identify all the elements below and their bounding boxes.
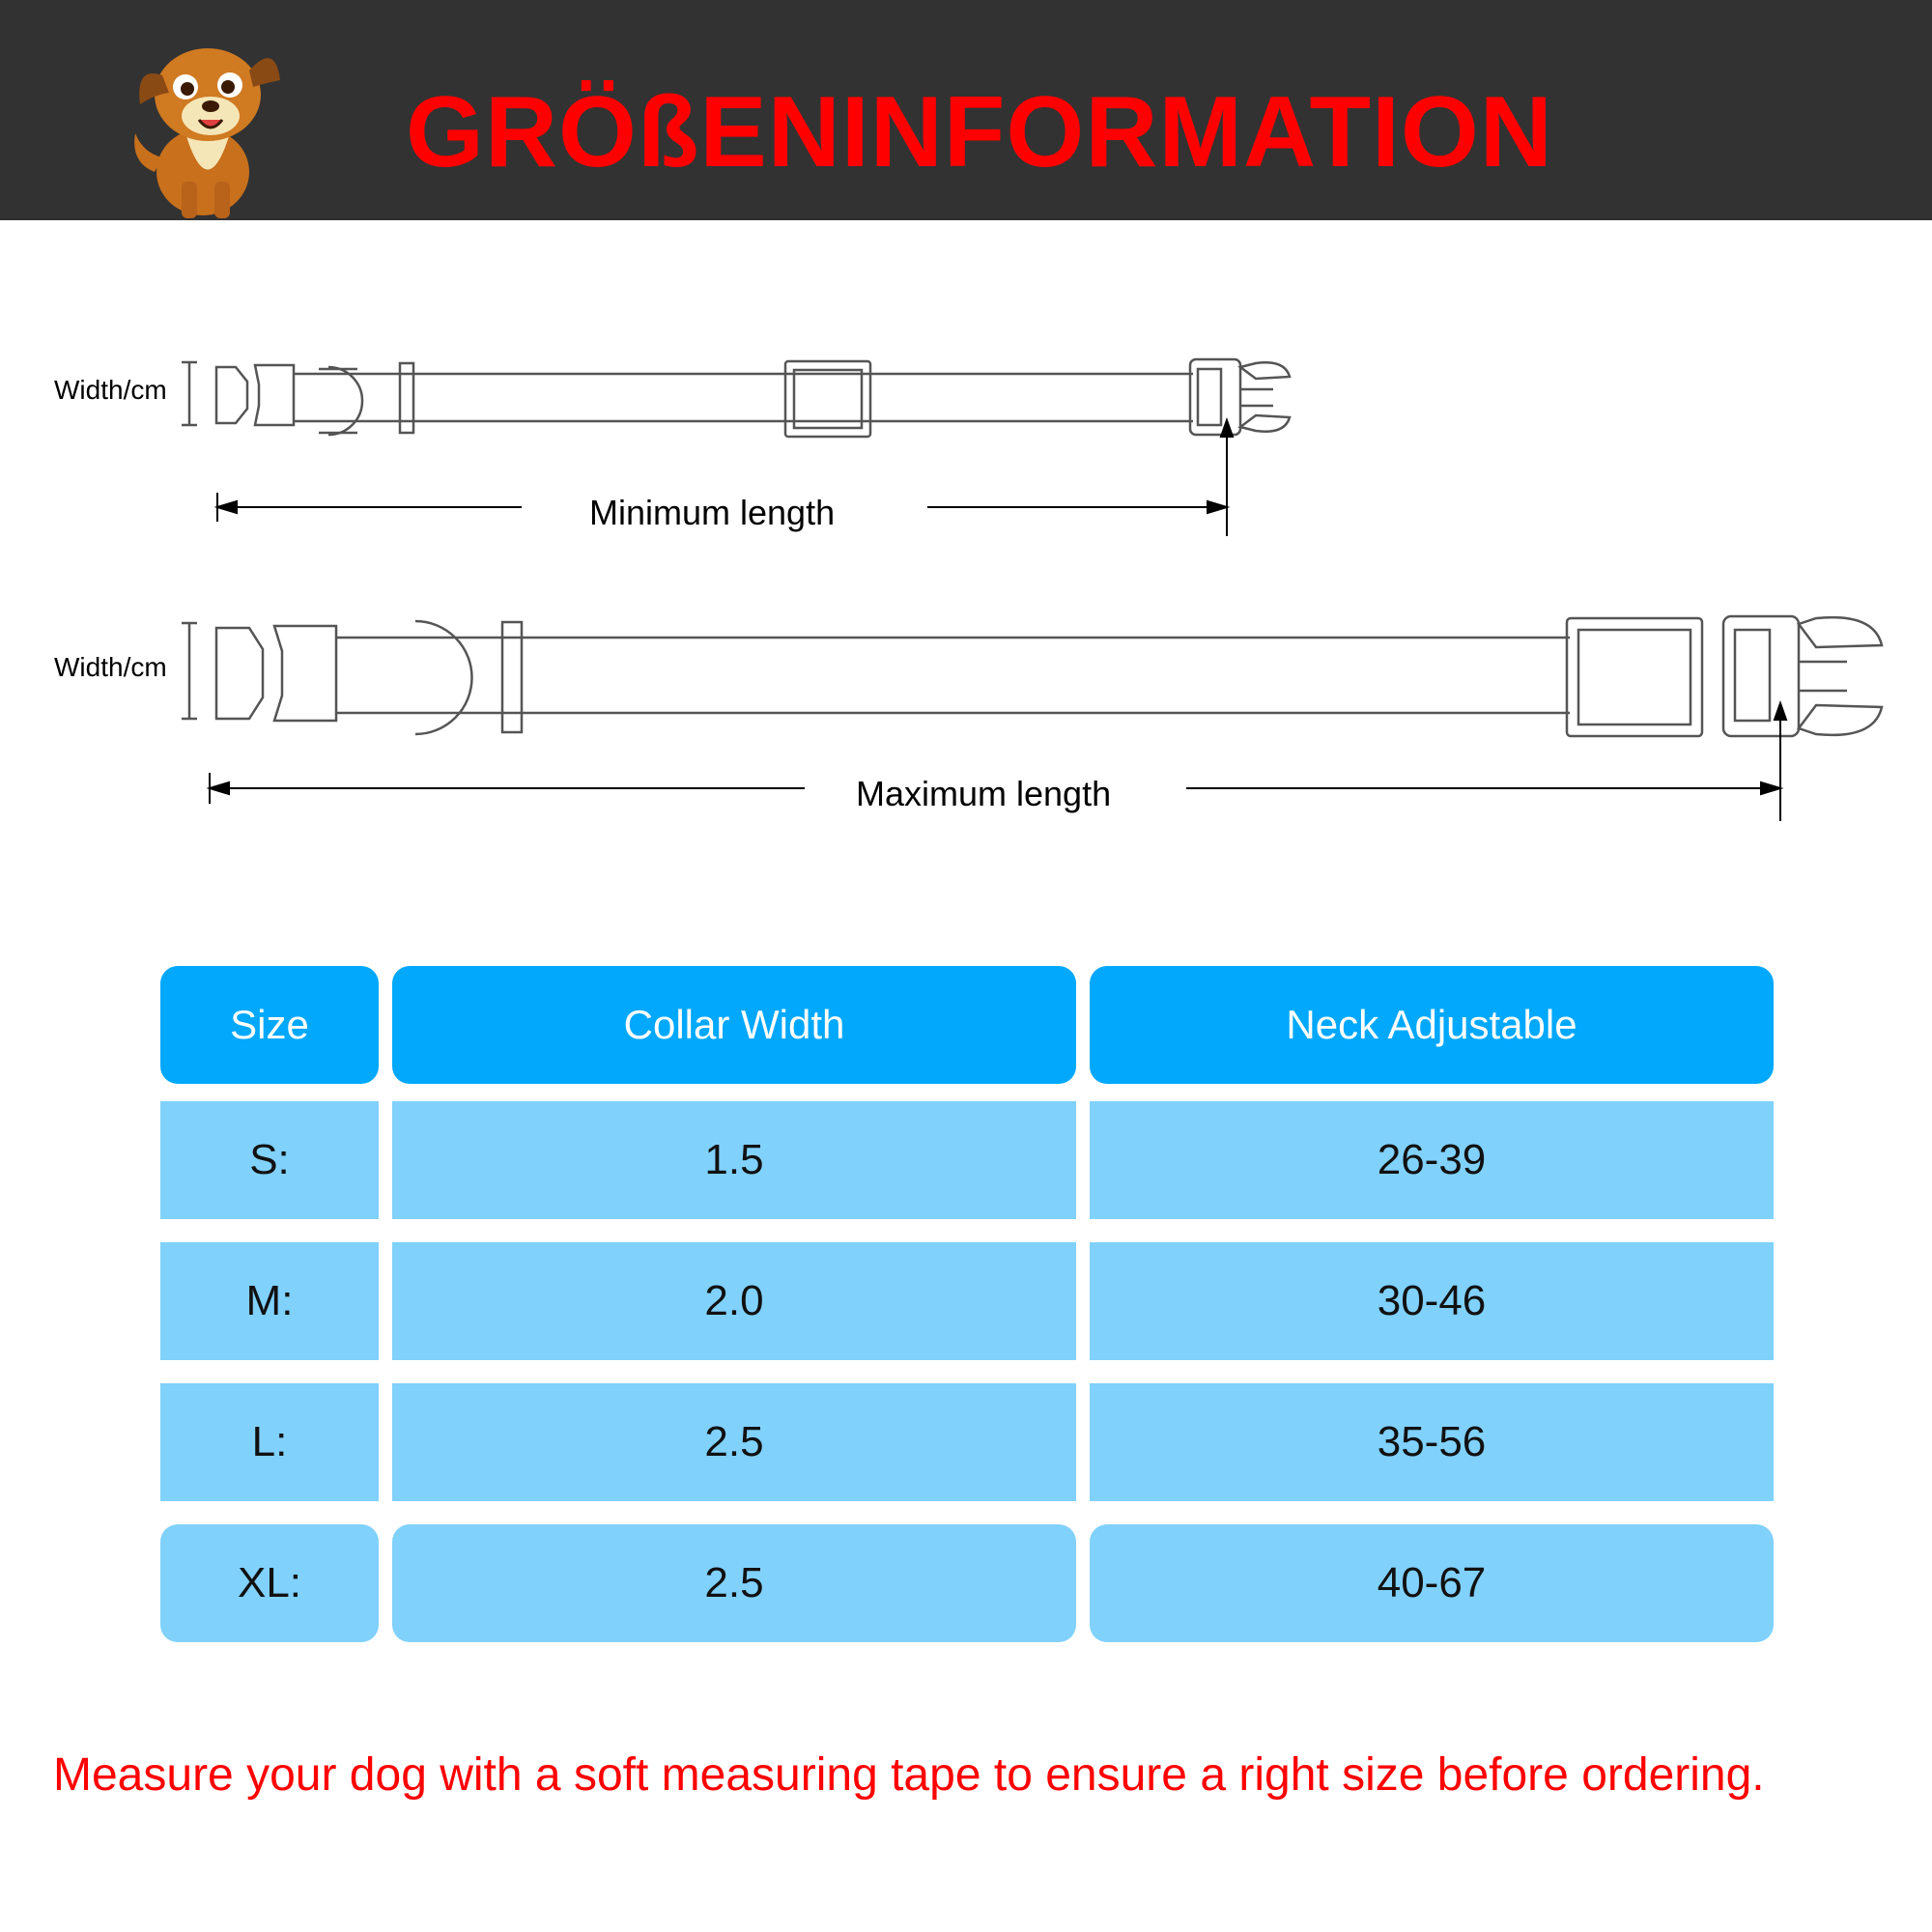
width-cell: 1.5 — [392, 1101, 1076, 1219]
collar-size-diagram — [0, 290, 1932, 850]
neck-cell: 35-56 — [1090, 1383, 1774, 1501]
table-header-row — [160, 966, 1774, 1084]
page-title: GRÖßENINFORMATION — [406, 76, 1553, 188]
neck-cell: 26-39 — [1090, 1101, 1774, 1219]
width-cell: 2.5 — [392, 1524, 1076, 1642]
dog-icon — [126, 27, 290, 220]
minimum-length-label: Minimum length — [589, 493, 836, 532]
size-cell: M: — [160, 1242, 379, 1360]
width-cell: 2.5 — [392, 1383, 1076, 1501]
table-row — [160, 1383, 1774, 1501]
width-label-small: Width/cm — [54, 375, 167, 405]
neck-cell: 30-46 — [1090, 1242, 1774, 1360]
table-row — [160, 1101, 1774, 1219]
measuring-note: Measure your dog with a soft measuring tape to ensure a right size before ordering. — [53, 1749, 1765, 1801]
maximum-length-label: Maximum length — [856, 774, 1112, 813]
table-row — [160, 1524, 1774, 1642]
neck-cell: 40-67 — [1090, 1524, 1774, 1642]
size-cell: L: — [160, 1383, 379, 1501]
size-cell: S: — [160, 1101, 379, 1219]
width-cell: 2.0 — [392, 1242, 1076, 1360]
header-banner — [0, 0, 1932, 220]
width-label-large: Width/cm — [54, 652, 167, 682]
table-row — [160, 1242, 1774, 1360]
header-size: Size — [160, 966, 379, 1084]
size-cell: XL: — [160, 1524, 379, 1642]
header-collar-width: Collar Width — [392, 966, 1076, 1084]
header-neck-adjustable: Neck Adjustable — [1090, 966, 1774, 1084]
